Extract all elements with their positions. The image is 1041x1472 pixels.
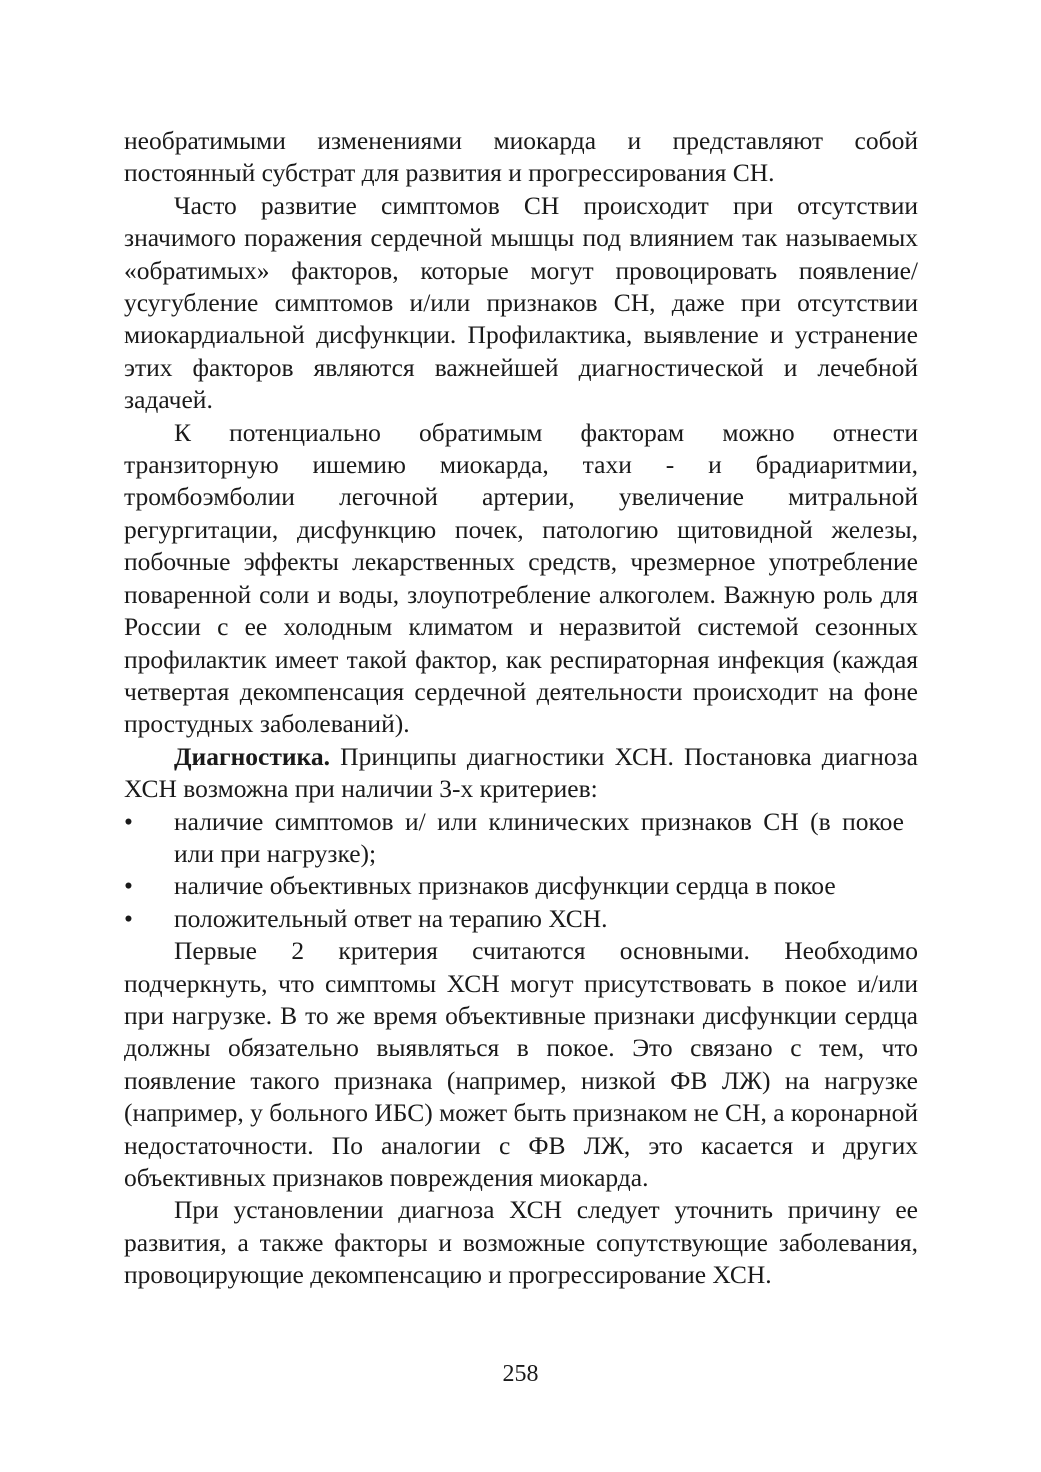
criteria-item: [124, 903, 918, 935]
criteria-item-text: наличие симптомов и/ или клинических признаков СН (в покое или при нагрузке);: [174, 806, 904, 868]
paragraph-main-criteria: Первые 2 критерия считаются основными. Необходимо подчеркнуть, что симптомы ХСН могут присутствовать в покое и/или при нагрузке. В то же время объективные признаки дисфункции сердца должны обязательно выявляться в покое. Это связано с тем, что появление такого признака (например, низкой ФВ ЛЖ) на нагрузке (например, у больного ИБС) может быть признаком не СН, а коронарной недостаточности. По аналогии с ФВ ЛЖ, это касается и других объективных признаков повреждения миокарда.: [124, 936, 918, 1192]
bullet-marker: •: [124, 806, 133, 836]
criteria-item: [124, 870, 918, 902]
criteria-item-text: положительный ответ на терапию ХСН.: [174, 903, 608, 933]
criteria-item: [124, 806, 918, 871]
diagnostics-intro: Принципы диагностики ХСН. Постановка диагноза ХСН возможна при наличии 3-х критериев:: [124, 741, 918, 804]
paragraph-continuation: необратимыми изменениями миокарда и представляют собой постоянный субстрат для развития и прогрессирования СН.: [124, 126, 918, 188]
page-number: 258: [502, 1361, 539, 1387]
bullet-marker: •: [124, 903, 133, 933]
diagnostics-heading: Диагностика.: [174, 741, 330, 771]
criteria-list: [124, 806, 918, 936]
paragraph-reversible-factors: Часто развитие симптомов СН происходит при отсутствии значимого поражения сердечной мышцы под влиянием так называемых «обратимых» факторов, которые могут провоцировать появление/усугубление симптомов и/или признаков СН, даже при отсутствии миокардиальной дисфункции. Профилактика, выявление и устранение этих факторов являются важнейшей диагностической и лечебной задачей.: [124, 190, 918, 415]
bullet-marker: •: [124, 871, 133, 901]
page-body-text: [124, 125, 918, 1292]
paragraph-diagnostics: [124, 741, 918, 806]
criteria-item-text: наличие объективных признаков дисфункции сердца в покое: [174, 871, 836, 901]
paragraph-factor-list: К потенциально обратимым факторам можно отнести транзиторную ишемию миокарда, тахи - и брадиаритмии, тромбоэмболии легочной артерии, увеличение митральной регургитации, дисфункцию почек, патологию щитовидной железы, побочные эффекты лекарственных средств, чрезмерное употребление поваренной соли и воды, злоупотребление алкоголем. Важную роль для России с ее холодным климатом и неразвитой системой сезонных профилактик имеет такой фактор, как респираторная инфекция (каждая четвертая декомпенсация сердечной деятельности происходит на фоне простудных заболеваний).: [124, 417, 918, 739]
paragraph-diagnosis-cause: При установлении диагноза ХСН следует уточнить причину ее развития, а также факторы и возможные сопутствующие заболевания, провоцирующие декомпенсацию и прогрессирование ХСН.: [124, 1195, 918, 1290]
